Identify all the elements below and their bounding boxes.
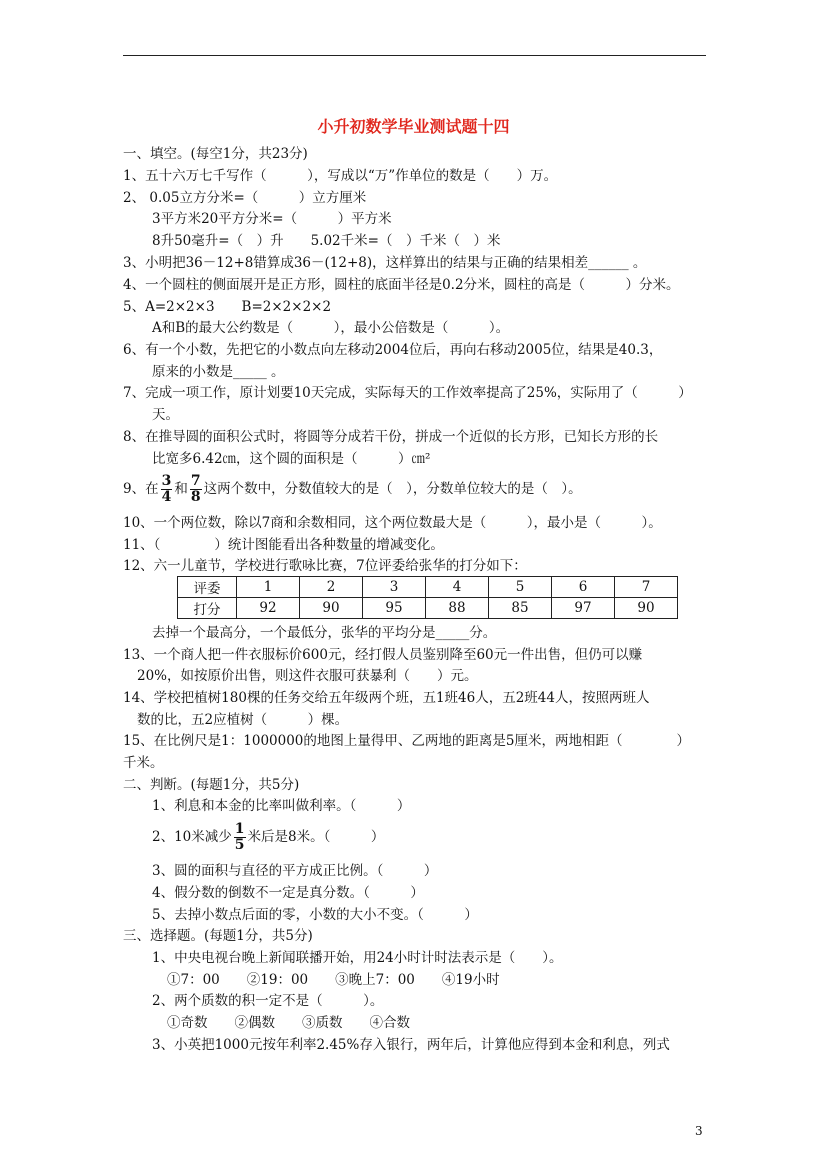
table-cell: 4 <box>426 577 489 598</box>
question-2c: 8升50毫升=（ ）升 5.02千米=（ ）千米（ ）米 <box>152 233 501 249</box>
question-9-prefix: 9、在 <box>123 481 159 497</box>
question-7b: 天。 <box>152 407 179 423</box>
judge-2-prefix: 2、10米减少 <box>152 829 232 845</box>
judge-3: 3、圆的面积与直径的平方成正比例。（ ） <box>152 863 438 879</box>
fraction-denominator: 4 <box>161 489 172 505</box>
question-9-suffix: 这两个数中，分数值较大的是（ ），分数单位较大的是（ ）。 <box>203 481 582 497</box>
page-number: 3 <box>695 1124 703 1138</box>
question-15a: 15、在比例尺是1：1000000的地图上量得甲、乙两地的距离是5厘米，两地相距（ ） <box>123 733 690 749</box>
table-cell: 6 <box>552 577 615 598</box>
section-heading-judge: 二、判断。(每题1分，共5分) <box>123 777 300 793</box>
table-cell: 评委 <box>178 577 237 598</box>
question-12: 12、六一儿童节，学校进行歌咏比赛，7位评委给张华的打分如下： <box>123 558 527 574</box>
judge-2-suffix: 米后是8米。（ ） <box>247 829 385 845</box>
judge-2 <box>152 820 384 854</box>
question-1: 1、五十六万七千写作（ ），写成以“万”作单位的数是（ ）万。 <box>123 168 558 184</box>
question-9 <box>123 472 582 506</box>
table-cell: 90 <box>300 598 363 619</box>
question-5b: A和B的最大公约数是（ ），最小公倍数是（ ）。 <box>152 320 510 336</box>
question-5a: 5、A=2×2×3 B=2×2×2×2 <box>123 299 332 315</box>
question-13b: 20%，如按原价出售，则这件衣服可获暴利（ ）元。 <box>137 668 478 684</box>
header-rule <box>123 55 706 56</box>
score-table-row-scores <box>178 598 678 619</box>
question-14b: 数的比，五2应植树（ ）棵。 <box>137 712 349 728</box>
table-cell: 2 <box>300 577 363 598</box>
question-3: 3、小明把36－12+8错算成36－(12+8)，这样算出的结果与正确的结果相差______ 。 <box>123 255 647 271</box>
page-title: 小升初数学毕业测试题十四 <box>317 117 510 136</box>
question-13a: 13、一个商人把一件衣服标价600元，经打假人员鉴别降至60元一件出售，但仍可以赚 <box>123 647 643 663</box>
judge-1: 1、利息和本金的比率叫做利率。（ ） <box>152 798 411 814</box>
table-cell: 7 <box>615 577 678 598</box>
fraction-numerator: 1 <box>234 821 245 837</box>
question-10: 10、一个两位数，除以7商和余数相同，这个两位数最大是（ ），最小是（ ）。 <box>123 515 662 531</box>
judge-4: 4、假分数的倒数不一定是真分数。（ ） <box>152 885 424 901</box>
table-cell: 1 <box>237 577 300 598</box>
choice-3: 3、小英把1000元按年利率2.45%存入银行，两年后，计算他应得到本金和利息，列式 <box>152 1037 670 1053</box>
table-cell: 90 <box>615 598 678 619</box>
table-cell: 5 <box>489 577 552 598</box>
fraction-three-quarters <box>161 474 173 505</box>
choice-1: 1、中央电视台晚上新闻联播开始，用24小时计时法表示是（ ）。 <box>152 950 563 966</box>
question-7a: 7、完成一项工作，原计划要10天完成，实际每天的工作效率提高了25%，实际用了（ ） <box>123 385 692 401</box>
choice-1-options: ①7：00 ②19：00 ③晚上7：00 ④19小时 <box>167 972 500 988</box>
table-cell: 97 <box>552 598 615 619</box>
section-heading-choice: 三、选择题。(每题1分，共5分) <box>123 928 313 944</box>
fraction-numerator: 7 <box>190 473 201 489</box>
question-4: 4、一个圆柱的侧面展开是正方形，圆柱的底面半径是0.2分米，圆柱的高是（ ）分米。 <box>123 277 680 293</box>
question-8b: 比宽多6.42㎝，这个圆的面积是（ ）㎝² <box>152 451 431 467</box>
fraction-one-fifth <box>234 822 246 853</box>
table-cell: 88 <box>426 598 489 619</box>
fraction-numerator: 3 <box>161 473 172 489</box>
question-12b: 去掉一个最高分，一个最低分，张华的平均分是_____分。 <box>152 625 497 641</box>
fraction-seven-eighths <box>190 474 202 505</box>
table-cell: 打分 <box>178 598 237 619</box>
table-cell: 92 <box>237 598 300 619</box>
fraction-denominator: 5 <box>234 837 245 853</box>
question-2b: 3平方米20平方分米=（ ）平方米 <box>152 211 392 227</box>
question-2a: 2、 0.05立方分米=（ ）立方厘米 <box>123 190 367 206</box>
table-cell: 3 <box>363 577 426 598</box>
table-cell: 85 <box>489 598 552 619</box>
choice-2: 2、两个质数的积一定不是（ ）。 <box>152 993 384 1009</box>
question-9-and: 和 <box>174 481 188 497</box>
judge-5: 5、去掉小数点后面的零，小数的大小不变。（ ） <box>152 907 478 923</box>
question-11: 11、（ ）统计图能看出各种数量的增减变化。 <box>123 537 444 553</box>
score-table-row-judges <box>178 577 678 598</box>
question-14a: 14、学校把植树180棵的任务交给五年级两个班，五1班46人，五2班44人，按照两班人 <box>123 690 650 706</box>
question-6a: 6、有一个小数，先把它的小数点向左移动2004位后，再向右移动2005位，结果是40.3， <box>123 342 663 358</box>
question-15b: 千米。 <box>123 755 164 771</box>
question-8a: 8、在推导圆的面积公式时，将圆等分成若干份，拼成一个近似的长方形，已知长方形的长 <box>123 429 659 445</box>
question-6b: 原来的小数是_____ 。 <box>152 364 285 380</box>
score-table <box>177 576 678 619</box>
section-heading-fill: 一、填空。(每空1分，共23分) <box>123 146 308 162</box>
table-cell: 95 <box>363 598 426 619</box>
choice-2-options: ①奇数 ②偶数 ③质数 ④合数 <box>167 1015 410 1031</box>
fraction-denominator: 8 <box>190 489 201 505</box>
